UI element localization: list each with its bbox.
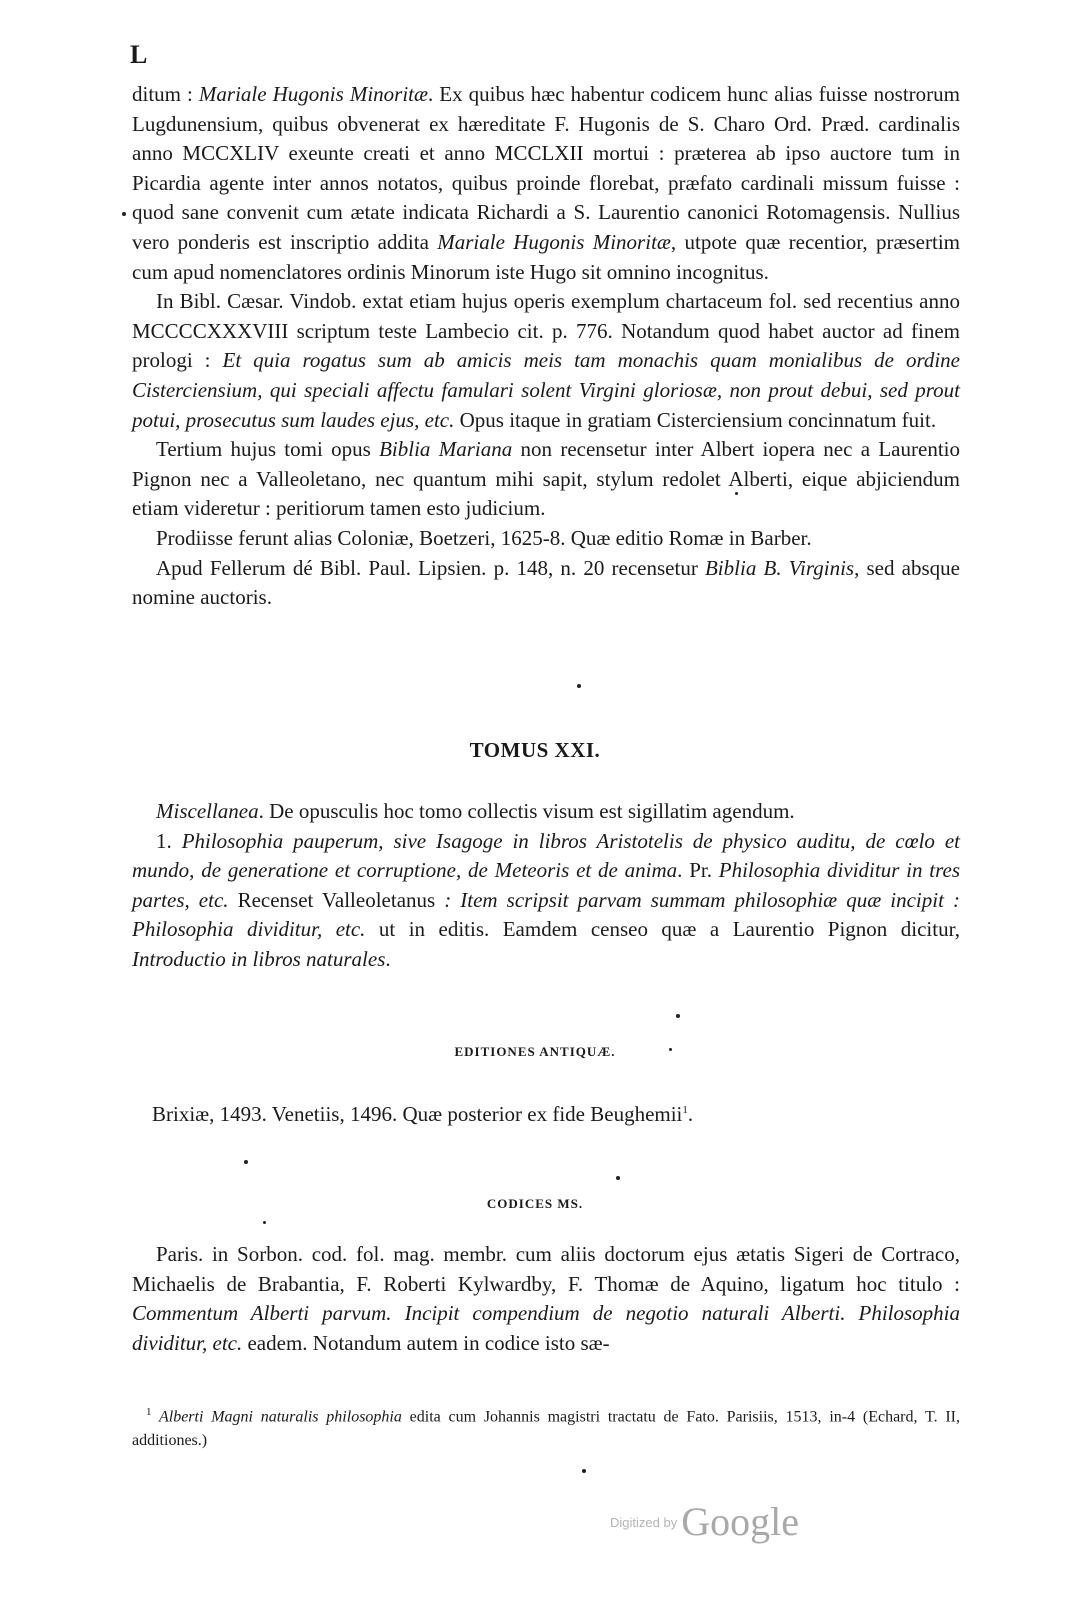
editiones-line [152,1096,960,1130]
tomus-text-block [132,797,960,975]
scan-speck [669,1048,672,1051]
scan-speck [244,1160,248,1164]
google-digitized-watermark [610,1498,799,1545]
italic-title: Philosophia pauperum, sive Isagoge in libros Aristotelis de physico auditu, de cœlo et mundo, de generatione et corruptione, de Meteoris et de anima [132,828,960,883]
paragraph-philosophia-pauperum [132,827,960,975]
main-text-block [132,80,960,613]
text-run: Brixiæ, 1493. Venetiis, 1496. Quæ posterior ex fide Beughemii [152,1102,683,1126]
italic-title: Miscellanea [156,799,259,823]
text-run: , utpote quæ recentior, præsertim cum apud nomenclatores ordinis Minorum iste Hugo sit omnino incognitus. [132,229,960,284]
text-run: Paris. in Sorbon. cod. fol. mag. membr. cum aliis doctorum ejus ætatis Sigeri de Cortraco, Michaelis de Brabantia, F. Roberti Kylwardby, F. Thomæ de Aquino, ligatum hoc titulo : [132,1242,960,1296]
watermark-caption: Digitized by [610,1515,678,1530]
paragraph-biblia-mariana [132,435,960,524]
scan-speck [616,1176,620,1180]
section-heading-codices: CODICES MS. [486,1196,584,1211]
text-run: . Ex quibus hæc habentur codicem hunc alias fuisse nostrorum Lugdunensium, quibus obvenerat ex hæreditate F. Hugonis de S. Charo Ord. Præd. cardinalis anno MCCXLIV exeunte creati et anno MCCLXII mortui : præterea ab ipso auctore tum in Picardia agente inter annos notatos, quibus proinde florebat, præfato cardinali missum fuisse : quod sane convenit cum ætate indicata Richardi a S. Laurentio canonici Rotomagensis. Nullius vero ponderis est inscriptio addita [132,82,960,254]
paragraph-mariale [132,80,960,287]
text-run: Tertium hujus tomi opus [156,437,380,462]
text-run: ut in editis. Eamdem censeo quæ a Laurentio Pignon dicitur, [365,917,960,942]
google-logo: Google [681,1499,799,1544]
text-run: . Pr. [677,858,719,883]
footnote-number: 1 [146,1406,152,1418]
italic-title: Alberti Magni naturalis philosophia [151,1408,402,1426]
italic-quote: Philosophia dividitur in tres partes, etc. [132,858,961,912]
section-heading-tomus: TOMUS XXI. [469,738,601,762]
paragraph-vindob [132,287,960,435]
paragraph-prodiisse: Prodiisse ferunt alias Coloniæ, Boetzeri, 1625-8. Quæ editio Romæ in Barber. [156,525,812,550]
text-run: . [687,1102,694,1126]
scan-speck [735,492,738,495]
text-run: . [385,946,391,971]
footnote-text [132,1400,960,1453]
scan-speck [122,212,126,216]
italic-title: Introductio in libros naturales [132,946,386,971]
text-run: non recensetur inter Albert iopera nec a Laurentio Pignon nec a Valleoletano, nec quantum mihi sapit, stylum redolet Alberti, eique abjiciendum etiam videretur : peritiorum tamen esto judicium. [132,437,960,521]
italic-quote: Commentum Alberti parvum. Incipit compendium de negotio naturali Alberti. Philosophia dividitur, etc. [132,1301,960,1355]
scan-speck [582,1469,586,1473]
item-number: 1. [156,828,182,853]
section-heading-editiones: EDITIONES ANTIQUÆ. [454,1044,616,1059]
text-run: Recenset Valleoletanus [228,887,436,912]
text-run: ditum : [132,82,199,106]
italic-title: Biblia B. Virginis [704,555,855,580]
text-run: . De opusculis hoc tomo collectis visum est sigillatim agendum. [258,799,795,823]
text-run: , sed absque nomine auctoris. [132,555,960,610]
codices-text-block [132,1240,960,1358]
italic-title: Mariale Hugonis Minoritæ [198,82,429,106]
scan-speck [263,1221,266,1224]
text-run: In Bibl. Cæsar. Vindob. extat etiam hujus operis exemplum chartaceum fol. sed recentius anno MCCCCXXXVIII scriptum teste Lambecio cit. p. 776. Notandum quod habet auctor ad finem prologi : [132,289,960,373]
text-run: edita cum Johannis magistri tractatu de Fato. Parisiis, 1513, in-4 (Echard, T. II, additiones.) [132,1408,960,1450]
page-folio: L [130,40,148,69]
paragraph-sorbon [132,1240,960,1358]
italic-title: Biblia Mariana [379,437,513,462]
paragraph-miscellanea [132,797,960,827]
italic-title: Mariale Hugonis Minoritæ [437,229,671,254]
scan-speck [676,1014,680,1018]
footnote-reference: 1 [682,1104,688,1116]
text-run: eadem. Notandum autem in codice isto sæ- [242,1330,610,1355]
text-run: Apud Fellerum dé Bibl. Paul. Lipsien. p. 148, n. 20 recensetur [156,555,705,580]
scan-speck [577,684,581,688]
paragraph-fellerum [132,554,960,613]
footnote [132,1400,960,1453]
italic-quote: : Item scripsit parvam summam philosophiæ quæ incipit : Philosophia dividitur, etc. [132,887,960,942]
italic-quote: Et quia rogatus sum ab amicis meis tam monachis quam monialibus de ordine Cisterciensium, qui speciali affectu famulari solent Virgini gloriosæ, non prout debui, sed prout potui, prosecutus sum laudes ejus, etc. [132,348,960,432]
text-run: Opus itaque in gratiam Cisterciensium concinnatum fuit. [454,407,937,432]
